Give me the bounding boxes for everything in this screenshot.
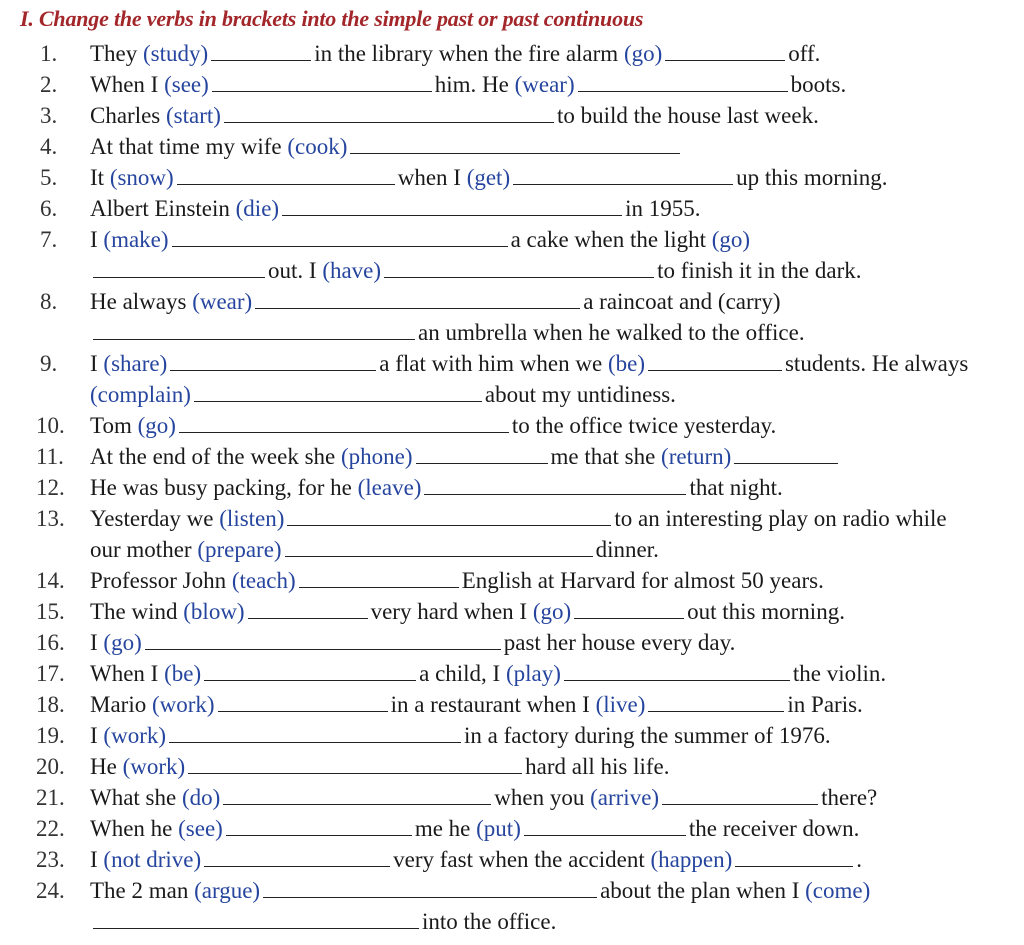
answer-blank[interactable] xyxy=(350,133,680,154)
exercise-line xyxy=(0,906,1024,937)
answer-blank[interactable] xyxy=(218,691,388,712)
item-number: 9. xyxy=(40,351,58,376)
verb-prompt: (see) xyxy=(178,816,223,841)
sentence-text: The 2 man xyxy=(90,878,195,903)
verb-prompt: (work) xyxy=(103,723,167,748)
sentence-text: in 1955. xyxy=(625,196,701,221)
answer-blank[interactable] xyxy=(170,350,376,371)
verb-prompt: (wear) xyxy=(514,72,575,97)
verb-prompt: (phone) xyxy=(341,444,413,469)
item-number: 5. xyxy=(40,165,58,190)
sentence-text: Yesterday we xyxy=(90,506,220,531)
sentence-text: a child, I xyxy=(419,661,506,686)
answer-blank[interactable] xyxy=(578,71,788,92)
verb-prompt: (die) xyxy=(235,196,280,221)
sentence-text: him. He xyxy=(434,72,515,97)
exercise-line xyxy=(0,627,1024,658)
sentence-text: very hard when I xyxy=(370,599,533,624)
verb-prompt: (go) xyxy=(103,630,142,655)
item-number: 13. xyxy=(36,506,65,531)
verb-prompt: (live) xyxy=(595,692,646,717)
answer-blank[interactable] xyxy=(169,722,461,743)
sentence-text: I xyxy=(90,630,104,655)
exercise-line xyxy=(0,286,1024,317)
item-number: 11. xyxy=(36,444,64,469)
item-number: 20. xyxy=(36,754,65,779)
verb-prompt: (start) xyxy=(166,103,221,128)
sentence xyxy=(90,38,820,69)
sentence xyxy=(90,844,862,875)
exercise-line xyxy=(0,100,1024,131)
sentence-text: a flat with him when we xyxy=(379,351,608,376)
verb-prompt: (go) xyxy=(623,41,663,66)
sentence-text: Charles xyxy=(90,103,167,128)
sentence-text: about my untidiness. xyxy=(484,382,676,407)
verb-prompt: (put) xyxy=(476,816,521,841)
verb-prompt: (work) xyxy=(151,692,215,717)
sentence-text: in a restaurant when I xyxy=(390,692,596,717)
sentence-text: up this morning. xyxy=(736,165,888,190)
sentence-text: I xyxy=(90,227,104,252)
sentence xyxy=(90,534,659,565)
item-number: 17. xyxy=(36,661,65,686)
sentence-text: our mother xyxy=(90,537,198,562)
sentence-text: a raincoat and (carry) xyxy=(583,289,781,314)
exercise-line xyxy=(0,534,1024,565)
sentence xyxy=(90,503,947,534)
verb-prompt: (not drive) xyxy=(103,847,202,872)
verb-prompt: (listen) xyxy=(219,506,285,531)
sentence-text: Tom xyxy=(90,413,138,438)
item-number: 2. xyxy=(40,72,58,97)
answer-blank[interactable] xyxy=(93,319,415,340)
answer-blank[interactable] xyxy=(299,567,459,588)
sentence-text: The wind xyxy=(90,599,184,624)
verb-prompt: (argue) xyxy=(194,878,261,903)
sentence-text: boots. xyxy=(790,72,847,97)
item-number: 18. xyxy=(36,692,65,717)
verb-prompt: (leave) xyxy=(357,475,422,500)
verb-prompt: (be) xyxy=(164,661,202,686)
item-number: 4. xyxy=(40,134,58,159)
verb-prompt: (prepare) xyxy=(197,537,282,562)
answer-blank[interactable] xyxy=(145,629,501,650)
sentence-text: me he xyxy=(414,816,477,841)
exercise-line xyxy=(0,131,1024,162)
sentence-text: It xyxy=(90,165,110,190)
exercise-line xyxy=(0,38,1024,69)
answer-blank[interactable] xyxy=(662,784,818,805)
verb-prompt: (blow) xyxy=(183,599,245,624)
sentence-text: I xyxy=(90,723,104,748)
sentence-text: Mario xyxy=(90,692,152,717)
answer-blank[interactable] xyxy=(416,443,548,464)
exercise-line xyxy=(0,379,1024,410)
exercise-line xyxy=(0,255,1024,286)
answer-blank[interactable] xyxy=(648,350,782,371)
verb-prompt: (teach) xyxy=(231,568,296,593)
verb-prompt: (snow) xyxy=(109,165,174,190)
sentence xyxy=(90,379,676,410)
sentence xyxy=(90,162,888,193)
next-item-cutoff xyxy=(0,938,1024,945)
answer-blank[interactable] xyxy=(248,598,368,619)
item-number: 12. xyxy=(36,475,65,500)
sentence xyxy=(90,69,846,100)
sentence-text: about the plan when I xyxy=(600,878,806,903)
sentence-text: . xyxy=(856,847,862,872)
verb-prompt: (wear) xyxy=(192,289,253,314)
verb-prompt: (share) xyxy=(103,351,168,376)
item-number: 7. xyxy=(40,227,58,252)
exercise-line xyxy=(0,844,1024,875)
sentence-text: I xyxy=(90,847,104,872)
answer-blank[interactable] xyxy=(424,474,686,495)
sentence-text: to finish it in the dark. xyxy=(657,258,862,283)
exercise-list xyxy=(0,38,1024,937)
sentence-text: in the library when the fire alarm xyxy=(314,41,624,66)
exercise-line xyxy=(0,472,1024,503)
item-number: 21. xyxy=(36,785,65,810)
verb-prompt: (complain) xyxy=(90,382,191,407)
item-number: 1. xyxy=(40,41,58,66)
exercise-line xyxy=(0,317,1024,348)
answer-blank[interactable] xyxy=(224,102,554,123)
exercise-line xyxy=(0,782,1024,813)
verb-prompt: (cook) xyxy=(287,134,348,159)
exercise-line xyxy=(0,441,1024,472)
answer-blank[interactable] xyxy=(282,195,622,216)
sentence-text: the receiver down. xyxy=(688,816,860,841)
sentence-text: Professor John xyxy=(90,568,232,593)
sentence xyxy=(90,131,683,162)
exercise-line xyxy=(0,348,1024,379)
sentence xyxy=(90,658,886,689)
answer-blank[interactable] xyxy=(734,443,838,464)
sentence xyxy=(90,565,824,596)
verb-prompt: (go) xyxy=(711,227,751,252)
sentence xyxy=(90,100,819,131)
exercise-line xyxy=(0,193,1024,224)
sentence-text: an umbrella when he walked to the office. xyxy=(418,320,805,345)
exercise-title: I. Change the verbs in brackets into the simple past or past continuous xyxy=(20,6,644,31)
sentence-text: when you xyxy=(494,785,591,810)
answer-blank[interactable] xyxy=(204,660,416,681)
sentence xyxy=(90,348,968,379)
item-number: 19. xyxy=(36,723,65,748)
sentence-text: into the office. xyxy=(422,909,557,934)
sentence-text: that night. xyxy=(689,475,783,500)
verb-prompt: (do) xyxy=(181,785,221,810)
item-number: 23. xyxy=(36,847,65,872)
exercise-line xyxy=(0,503,1024,534)
sentence xyxy=(90,627,735,658)
verb-prompt: (happen) xyxy=(650,847,733,872)
answer-blank[interactable] xyxy=(226,815,412,836)
answer-blank[interactable] xyxy=(384,257,654,278)
exercise-line xyxy=(0,689,1024,720)
verb-prompt: (study) xyxy=(143,41,209,66)
sentence xyxy=(90,472,783,503)
sentence-text: When I xyxy=(90,661,165,686)
verb-prompt: (have) xyxy=(322,258,382,283)
exercise-line xyxy=(0,658,1024,689)
verb-prompt: (go) xyxy=(532,599,572,624)
sentence-text: At the end of the week she xyxy=(90,444,342,469)
sentence-text: me that she xyxy=(550,444,662,469)
sentence-text: He xyxy=(90,754,123,779)
sentence xyxy=(90,751,670,782)
sentence xyxy=(90,813,859,844)
verb-prompt: (get) xyxy=(466,165,511,190)
verb-prompt: (return) xyxy=(661,444,732,469)
exercise-line xyxy=(0,565,1024,596)
sentence-text: I xyxy=(90,351,104,376)
sentence-text: English at Harvard for almost 50 years. xyxy=(461,568,824,593)
sentence xyxy=(90,193,700,224)
sentence-text: the violin. xyxy=(792,661,887,686)
sentence xyxy=(90,317,805,348)
sentence-text: students. He always xyxy=(784,351,969,376)
sentence-text: there? xyxy=(821,785,878,810)
verb-prompt: (see) xyxy=(164,72,209,97)
sentence-text: in Paris. xyxy=(787,692,863,717)
exercise-line xyxy=(0,596,1024,627)
answer-blank[interactable] xyxy=(255,288,580,309)
answer-blank[interactable] xyxy=(524,815,686,836)
answer-blank[interactable] xyxy=(223,784,491,805)
item-number: 6. xyxy=(40,196,58,221)
sentence-text: Albert Einstein xyxy=(90,196,236,221)
sentence-text: to the office twice yesterday. xyxy=(511,413,777,438)
sentence-text: When he xyxy=(90,816,179,841)
item-number: 14. xyxy=(36,568,65,593)
item-number: 10. xyxy=(36,413,65,438)
verb-prompt: (work) xyxy=(122,754,186,779)
sentence xyxy=(90,441,841,472)
sentence-text: dinner. xyxy=(595,537,659,562)
answer-blank[interactable] xyxy=(564,660,790,681)
sentence xyxy=(90,286,781,317)
sentence xyxy=(90,410,776,441)
sentence xyxy=(90,906,556,937)
item-number: 8. xyxy=(40,289,58,314)
exercise-line xyxy=(0,410,1024,441)
answer-blank[interactable] xyxy=(665,40,785,61)
answer-blank[interactable] xyxy=(211,40,311,61)
sentence-text: to build the house last week. xyxy=(556,103,819,128)
sentence-text: in a factory during the summer of 1976. xyxy=(464,723,831,748)
exercise-line xyxy=(0,875,1024,906)
exercise-line xyxy=(0,162,1024,193)
answer-blank[interactable] xyxy=(194,381,482,402)
answer-blank[interactable] xyxy=(285,536,593,557)
item-number: 22. xyxy=(36,816,65,841)
exercise-line xyxy=(0,813,1024,844)
exercise-line xyxy=(0,69,1024,100)
sentence-text: past her house every day. xyxy=(503,630,736,655)
sentence-text: to an interesting play on radio while xyxy=(614,506,947,531)
answer-blank[interactable] xyxy=(172,226,508,247)
answer-blank[interactable] xyxy=(212,71,432,92)
sentence-text: out this morning. xyxy=(687,599,845,624)
sentence-text: He was busy packing, for he xyxy=(90,475,358,500)
exercise-line xyxy=(0,720,1024,751)
sentence-text: At that time my wife xyxy=(90,134,288,159)
answer-blank[interactable] xyxy=(263,877,597,898)
exercise-line xyxy=(0,224,1024,255)
answer-blank[interactable] xyxy=(93,257,265,278)
answer-blank[interactable] xyxy=(204,846,390,867)
sentence-text: a cake when the light xyxy=(510,227,712,252)
sentence-text: off. xyxy=(788,41,821,66)
sentence xyxy=(90,224,750,255)
sentence-text: What she xyxy=(90,785,182,810)
sentence xyxy=(90,875,870,906)
sentence-text: very fast when the accident xyxy=(393,847,651,872)
item-number: 24. xyxy=(36,878,65,903)
verb-prompt: (be) xyxy=(607,351,645,376)
answer-blank[interactable] xyxy=(188,753,522,774)
sentence-text: when I xyxy=(397,165,467,190)
verb-prompt: (make) xyxy=(103,227,169,252)
item-number: 3. xyxy=(40,103,58,128)
sentence-text: He always xyxy=(90,289,193,314)
sentence xyxy=(90,720,831,751)
answer-blank[interactable] xyxy=(287,505,611,526)
exercise-line xyxy=(0,751,1024,782)
answer-blank[interactable] xyxy=(93,908,419,929)
answer-blank[interactable] xyxy=(513,164,733,185)
verb-prompt: (come) xyxy=(805,878,871,903)
verb-prompt: (go) xyxy=(137,413,176,438)
sentence xyxy=(90,782,877,813)
answer-blank[interactable] xyxy=(574,598,684,619)
verb-prompt: (arrive) xyxy=(590,785,660,810)
sentence-text: hard all his life. xyxy=(525,754,670,779)
answer-blank[interactable] xyxy=(648,691,784,712)
item-number: 15. xyxy=(36,599,65,624)
answer-blank[interactable] xyxy=(179,412,509,433)
answer-blank[interactable] xyxy=(735,846,853,867)
sentence-text: They xyxy=(90,41,144,66)
sentence xyxy=(90,255,861,286)
item-number: 16. xyxy=(36,630,65,655)
sentence-text: out. I xyxy=(268,258,323,283)
sentence xyxy=(90,689,863,720)
verb-prompt: (play) xyxy=(505,661,561,686)
sentence-text: When I xyxy=(90,72,165,97)
answer-blank[interactable] xyxy=(177,164,395,185)
sentence xyxy=(90,596,845,627)
